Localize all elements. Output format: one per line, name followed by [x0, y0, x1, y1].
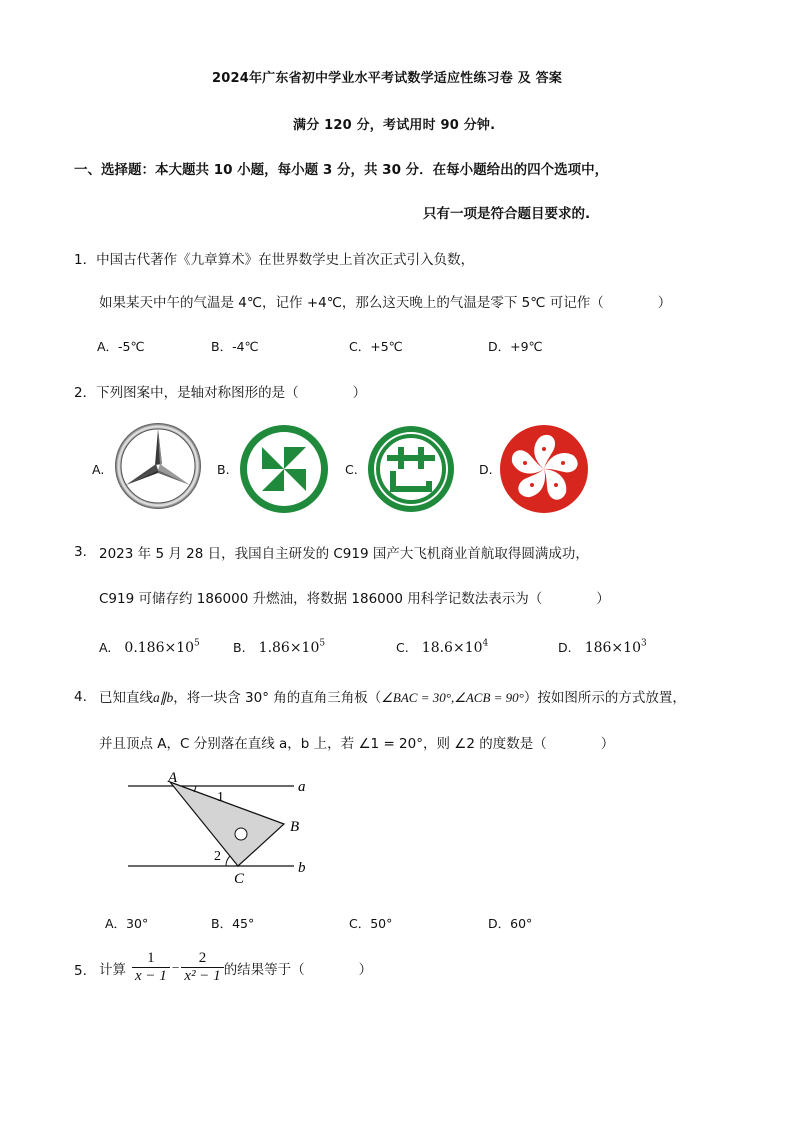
q3-option-d-value: 186×10	[584, 640, 641, 656]
q3-option-d-letter: D.	[558, 640, 572, 655]
q4-option-a: A．30°	[105, 916, 149, 931]
section-heading-cont: 只有一项是符合题目要求的.	[423, 206, 591, 222]
q3-option-d-exp: 3	[640, 638, 647, 649]
q4-line1-c: ，将一块含 30° 角的直角三角板（	[173, 690, 382, 706]
q3-option-c	[396, 637, 488, 656]
q3-option-b	[233, 637, 325, 656]
q3-option-a-value: 0.186×10	[124, 640, 195, 656]
q1-line2: 如果某天中午的气温是 4℃，记作 +4℃，那么这天晚上的气温是零下 5℃ 可记作（ ）	[99, 295, 672, 311]
q3-option-b-value: 1.86×10	[258, 640, 320, 656]
q1-option-b: B．-4℃	[211, 339, 259, 354]
label-line-a: a	[298, 779, 306, 795]
bauhinia-flag-icon	[498, 423, 590, 515]
q5-suffix: 的结果等于（ ）	[223, 961, 373, 978]
label-a-point: A	[168, 770, 178, 786]
q3-option-a-letter: A.	[99, 640, 112, 655]
green-circle-logo-icon	[365, 423, 457, 515]
q5-fraction-2-den: x² − 1	[181, 967, 223, 985]
q3-option-c-exp: 4	[482, 638, 489, 649]
q4-number: 4.	[74, 689, 87, 705]
q1-line1: 1．中国古代著作《九章算术》在世界数学史上首次正式引入负数，	[74, 252, 475, 268]
q5-fraction-1-num: 1	[147, 950, 155, 966]
q5-fraction-1-den: x − 1	[132, 967, 170, 985]
q2-label-a: A.	[92, 462, 105, 477]
q3-line2: C919 可储存约 186000 升燃油，将数据 186000 用科学记数法表示为（ ）	[99, 591, 610, 607]
q1-option-d: D．+9℃	[488, 339, 543, 354]
q1-option-c: C．+5℃	[349, 339, 403, 354]
q5-number: 5.	[74, 963, 87, 979]
q4-line1	[99, 686, 686, 706]
triangle-ruler	[170, 782, 284, 866]
q3-option-a	[99, 637, 200, 656]
label-c-point: C	[234, 871, 245, 887]
q5-expression	[99, 950, 372, 985]
label-angle-2: 2	[214, 849, 221, 864]
q3-option-d	[558, 637, 647, 656]
q3-option-b-letter: B.	[233, 640, 246, 655]
q3-line1: 2023 年 5 月 28 日，我国自主研发的 C919 国产大飞机商业首航取得圆满成功，	[99, 546, 589, 562]
q4-option-c: C．50°	[349, 916, 393, 931]
q4-line2: 并且顶点 A，C 分别落在直线 a，b 上，若 ∠1 = 20°，则 ∠2 的度数是（ ）	[99, 736, 615, 752]
ruler-hole	[235, 828, 247, 840]
q4-line1-a: 已知直线	[99, 690, 153, 706]
q5-fraction-2-num: 2	[198, 950, 207, 966]
q2-label-d: D.	[479, 462, 493, 477]
label-angle-1: 1	[217, 790, 224, 805]
q3-option-c-value: 18.6×10	[421, 640, 483, 656]
mercedes-logo-icon	[112, 420, 204, 512]
q4-option-d: D．60°	[488, 916, 533, 931]
pinwheel-logo-icon	[238, 423, 330, 515]
q5-prefix: 计算	[99, 961, 126, 978]
q3-number: 3.	[74, 544, 87, 560]
q5-minus: −	[171, 959, 180, 975]
q2-label-b: B.	[217, 462, 230, 477]
q2-label-c: C.	[345, 462, 358, 477]
q4-line1-e: ）按如图所示的方式放置，	[523, 690, 686, 706]
q4-figure	[120, 768, 320, 888]
q2-line1: 2．下列图案中，是轴对称图形的是（ ）	[74, 385, 367, 401]
q4-line1-b: a∥b	[153, 690, 174, 705]
q3-option-b-exp: 5	[319, 638, 326, 649]
q3-option-c-letter: C.	[396, 640, 409, 655]
q5-fraction-1	[132, 950, 170, 985]
section-heading: 一、选择题：本大题共 10 小题，每小题 3 分，共 30 分．在每小题给出的四个选项中，	[74, 162, 609, 178]
page-subtitle: 满分 120 分，考试用时 90 分钟.	[293, 118, 496, 133]
q4-option-b: B．45°	[211, 916, 255, 931]
page-title: 2024年广东省初中学业水平考试数学适应性练习卷 及 答案	[212, 71, 563, 86]
q4-line1-d: ∠BAC = 30°,∠ACB = 90°	[381, 690, 524, 705]
label-b-point: B	[290, 819, 300, 835]
q1-option-a: A．-5℃	[97, 339, 145, 354]
q5-fraction-2	[181, 950, 223, 985]
q3-option-a-exp: 5	[194, 638, 200, 649]
label-line-b: b	[298, 860, 306, 876]
